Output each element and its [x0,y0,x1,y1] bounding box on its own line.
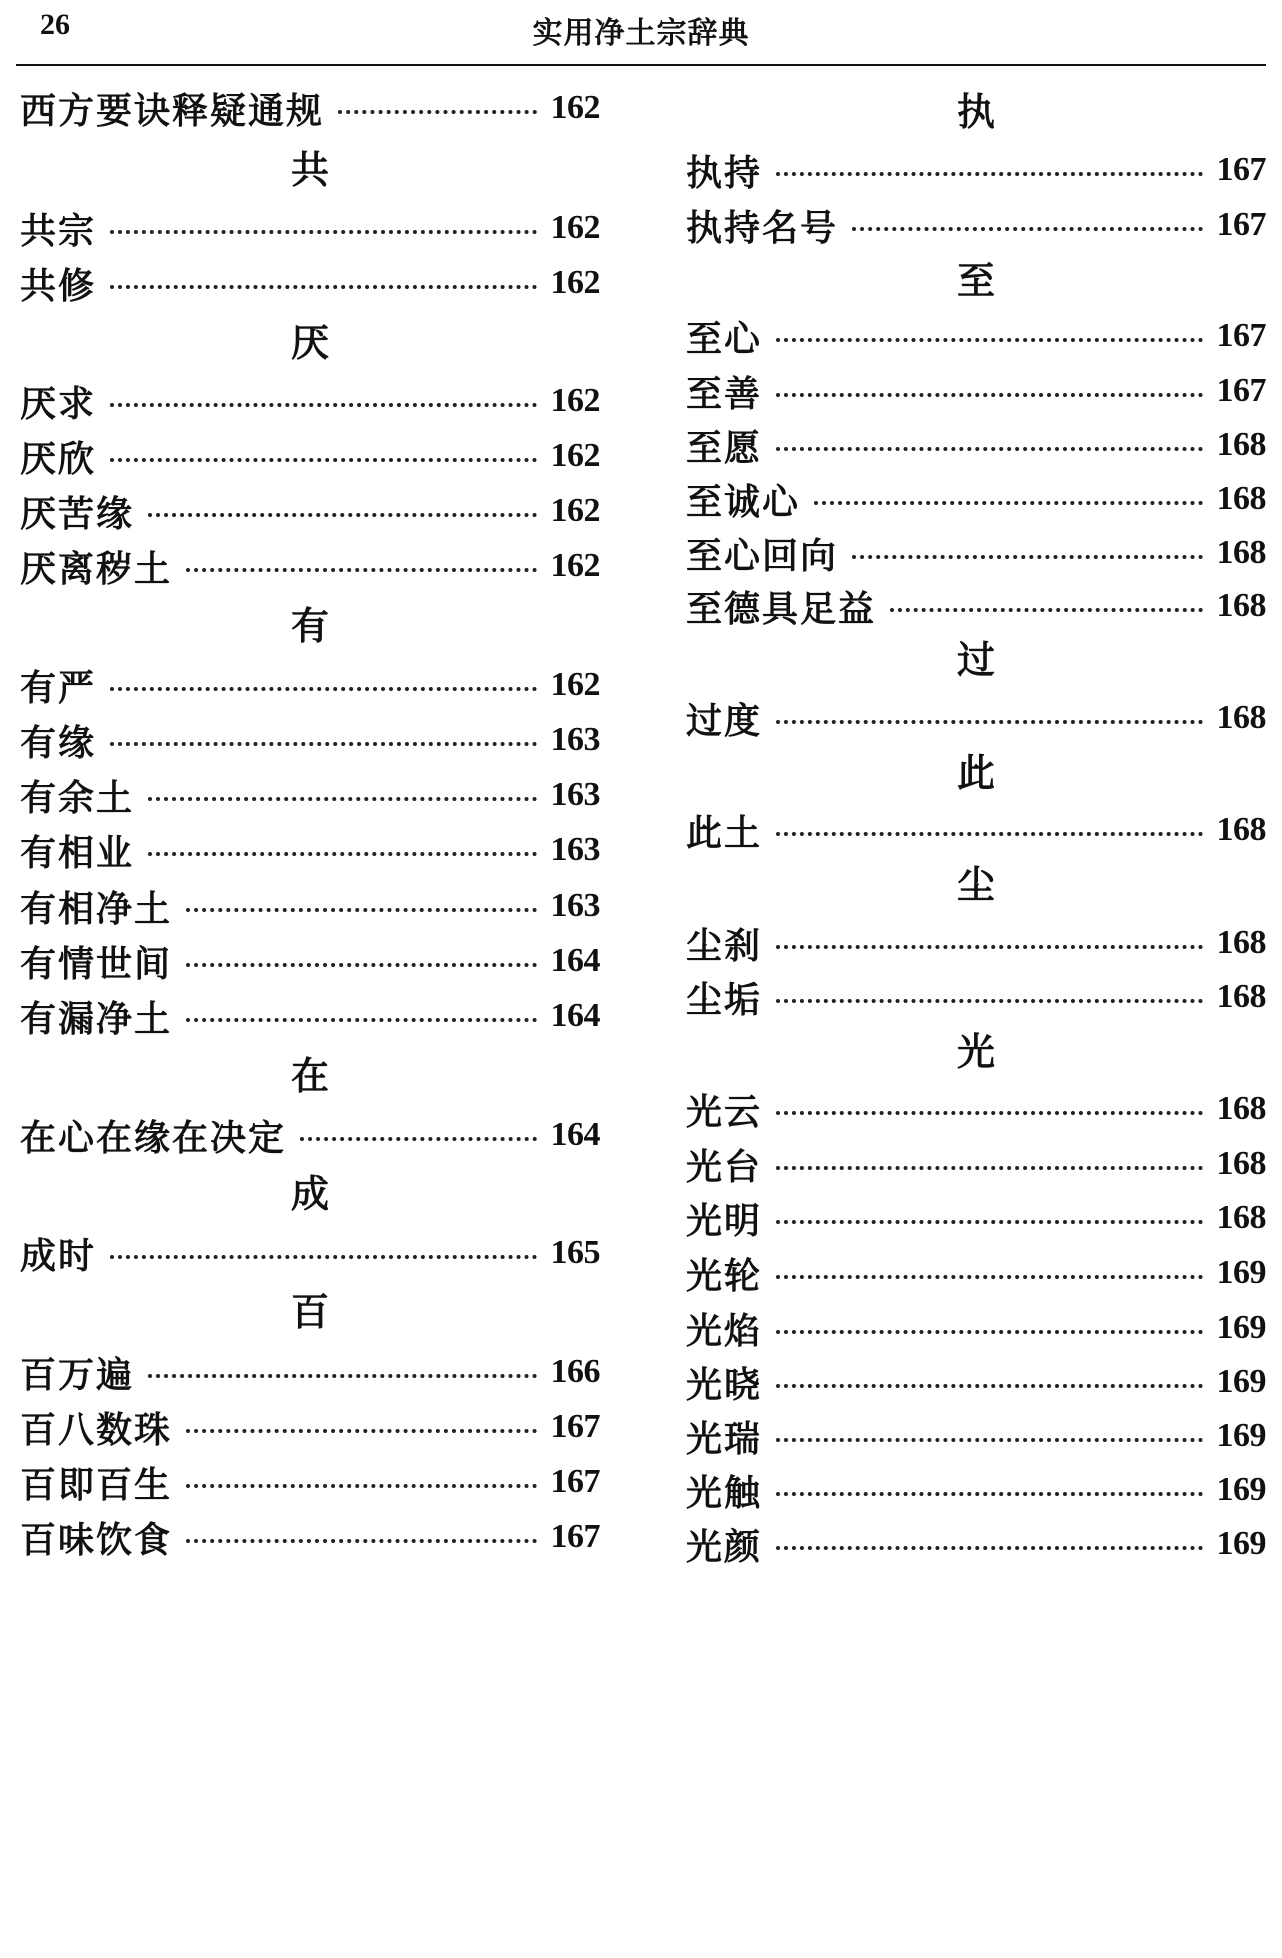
section-heading: 至 [956,258,995,303]
dot-leader [110,403,536,407]
index-entry [20,990,600,1042]
entry-term: 至愿 [686,426,763,469]
dot-leader [890,608,1202,612]
entry-page-number: 167 [550,1518,600,1555]
index-entry [686,1083,1266,1135]
entry-page-number: 168 [1216,587,1266,624]
dot-leader [110,230,536,234]
index-entry [20,430,600,482]
entry-term: 光触 [686,1471,763,1514]
entry-page-number: 168 [1216,924,1266,961]
dot-leader [148,1374,536,1378]
index-entry [20,1456,600,1508]
index-entry [20,82,600,134]
entry-page-number: 163 [550,887,600,924]
entry-term: 百味饮食 [20,1518,173,1561]
dot-leader [148,513,536,517]
index-entry [686,804,1266,856]
book-title: 实用净土宗辞典 [532,16,750,51]
entry-term: 有严 [20,666,97,709]
entry-term: 至德具足益 [686,587,877,630]
entry-page-number: 168 [1216,534,1266,571]
dot-leader [776,1220,1202,1224]
section-heading: 有 [290,603,329,648]
entry-page-number: 162 [550,492,600,529]
index-entry [686,580,1266,632]
entry-term: 百即百生 [20,1463,173,1506]
entry-term: 共宗 [20,209,97,252]
dot-leader [776,1384,1202,1388]
dot-leader [814,501,1202,505]
entry-page-number: 164 [550,1116,600,1153]
entry-page-number: 167 [1216,317,1266,354]
index-entry [20,659,600,711]
entry-term: 光轮 [686,1254,763,1297]
index-entry [20,375,600,427]
index-entry [686,1356,1266,1408]
entry-page-number: 164 [550,942,600,979]
dot-leader [148,797,536,801]
entry-page-number: 167 [1216,151,1266,188]
index-entry [686,971,1266,1023]
entry-term: 光晓 [686,1363,763,1406]
index-entry [20,257,600,309]
entry-page-number: 169 [1216,1471,1266,1508]
entry-term: 光焰 [686,1309,763,1352]
entry-term: 至诚心 [686,480,801,523]
section-heading: 光 [956,1029,995,1074]
index-entry [686,1192,1266,1244]
entry-term: 有相业 [20,831,135,874]
index-entry [20,714,600,766]
index-entry [686,1138,1266,1190]
entry-page-number: 167 [550,1408,600,1445]
dot-leader [776,1438,1202,1442]
dot-leader [776,720,1202,724]
entry-term: 厌苦缘 [20,492,135,535]
dot-leader [776,999,1202,1003]
index-entry [20,880,600,932]
entry-term: 厌求 [20,382,97,425]
dot-leader [148,852,536,856]
dot-leader [186,1429,536,1433]
index-entry [20,540,600,592]
entry-term: 成时 [20,1234,97,1277]
dot-leader [776,832,1202,836]
entry-page-number: 168 [1216,426,1266,463]
entry-term: 光云 [686,1090,763,1133]
entry-term: 百八数珠 [20,1408,173,1451]
entry-term: 过度 [686,699,763,742]
index-entry [686,365,1266,417]
dot-leader [110,1255,536,1259]
entry-page-number: 168 [1216,1090,1266,1127]
entry-page-number: 162 [550,89,600,126]
index-entry [20,769,600,821]
entry-page-number: 162 [550,666,600,703]
index-entry [686,1247,1266,1299]
index-entry [686,1302,1266,1354]
section-heading: 在 [290,1053,329,1098]
index-entry [686,310,1266,362]
index-entry [686,419,1266,471]
entry-page-number: 162 [550,437,600,474]
dot-leader [776,393,1202,397]
section-heading: 执 [956,89,995,134]
entry-page-number: 168 [1216,480,1266,517]
entry-term: 执持名号 [686,206,839,249]
dot-leader [776,945,1202,949]
dot-leader [852,555,1202,559]
dot-leader [338,110,536,114]
header-rule [16,64,1266,66]
index-entry [20,1346,600,1398]
entry-term: 至心回向 [686,534,839,577]
dot-leader [776,1330,1202,1334]
index-entry [686,692,1266,744]
entry-page-number: 169 [1216,1525,1266,1562]
dot-leader [776,172,1202,176]
entry-page-number: 168 [1216,1145,1266,1182]
index-entry [20,824,600,876]
index-entry [686,1410,1266,1462]
entry-page-number: 168 [1216,978,1266,1015]
entry-page-number: 169 [1216,1309,1266,1346]
dot-leader [110,742,536,746]
index-entry [686,917,1266,969]
section-heading: 成 [290,1171,329,1216]
dot-leader [186,908,536,912]
page-number: 26 [40,8,70,41]
entry-page-number: 167 [550,1463,600,1500]
entry-term: 此土 [686,811,763,854]
entry-page-number: 162 [550,264,600,301]
index-entry [686,144,1266,196]
dot-leader [776,1492,1202,1496]
index-entry [20,1511,600,1563]
entry-page-number: 168 [1216,811,1266,848]
dot-leader [110,458,536,462]
entry-page-number: 165 [550,1234,600,1271]
entry-term: 厌欣 [20,437,97,480]
entry-page-number: 167 [1216,206,1266,243]
dot-leader [186,1539,536,1543]
entry-term: 执持 [686,151,763,194]
dot-leader [852,227,1202,231]
entry-term: 有情世间 [20,942,173,985]
entry-term: 光颜 [686,1525,763,1568]
entry-term: 西方要诀释疑通规 [20,89,325,132]
entry-page-number: 163 [550,831,600,868]
entry-term: 光瑞 [686,1417,763,1460]
entry-page-number: 163 [550,776,600,813]
index-entry [686,1464,1266,1516]
index-entry [686,1518,1266,1570]
entry-term: 有缘 [20,721,97,764]
dot-leader [776,338,1202,342]
section-heading: 过 [956,637,995,682]
entry-page-number: 164 [550,997,600,1034]
section-heading: 厌 [290,320,329,365]
section-heading: 百 [290,1289,329,1334]
section-heading: 此 [956,750,995,795]
entry-page-number: 162 [550,382,600,419]
entry-term: 有相净土 [20,887,173,930]
index-entry [20,1109,600,1161]
index-entry [20,485,600,537]
entry-page-number: 169 [1216,1363,1266,1400]
entry-term: 在心在缘在决定 [20,1116,287,1159]
index-entry [686,473,1266,525]
index-entry [20,1401,600,1453]
entry-page-number: 163 [550,721,600,758]
entry-term: 厌离秽土 [20,547,173,590]
section-heading: 尘 [956,862,995,907]
entry-term: 共修 [20,264,97,307]
entry-page-number: 162 [550,547,600,584]
entry-term: 光明 [686,1199,763,1242]
index-entry [686,199,1266,251]
entry-term: 百万遍 [20,1353,135,1396]
dot-leader [776,447,1202,451]
index-entry [20,935,600,987]
entry-page-number: 169 [1216,1254,1266,1291]
entry-term: 至心 [686,317,763,360]
entry-page-number: 166 [550,1353,600,1390]
index-entry [686,527,1266,579]
dot-leader [776,1275,1202,1279]
entry-page-number: 167 [1216,372,1266,409]
entry-term: 尘刹 [686,924,763,967]
dot-leader [186,568,536,572]
entry-page-number: 168 [1216,1199,1266,1236]
entry-term: 至善 [686,372,763,415]
dot-leader [186,963,536,967]
entry-term: 有漏净土 [20,997,173,1040]
dot-leader [186,1018,536,1022]
dot-leader [776,1166,1202,1170]
entry-page-number: 162 [550,209,600,246]
entry-page-number: 169 [1216,1417,1266,1454]
section-heading: 共 [290,147,329,192]
entry-page-number: 168 [1216,699,1266,736]
dot-leader [186,1484,536,1488]
index-entry [20,202,600,254]
entry-term: 尘垢 [686,978,763,1021]
entry-term: 光台 [686,1145,763,1188]
dot-leader [110,285,536,289]
index-entry [20,1227,600,1279]
dot-leader [776,1546,1202,1550]
dot-leader [110,687,536,691]
dot-leader [776,1111,1202,1115]
dot-leader [300,1137,536,1141]
entry-term: 有余土 [20,776,135,819]
